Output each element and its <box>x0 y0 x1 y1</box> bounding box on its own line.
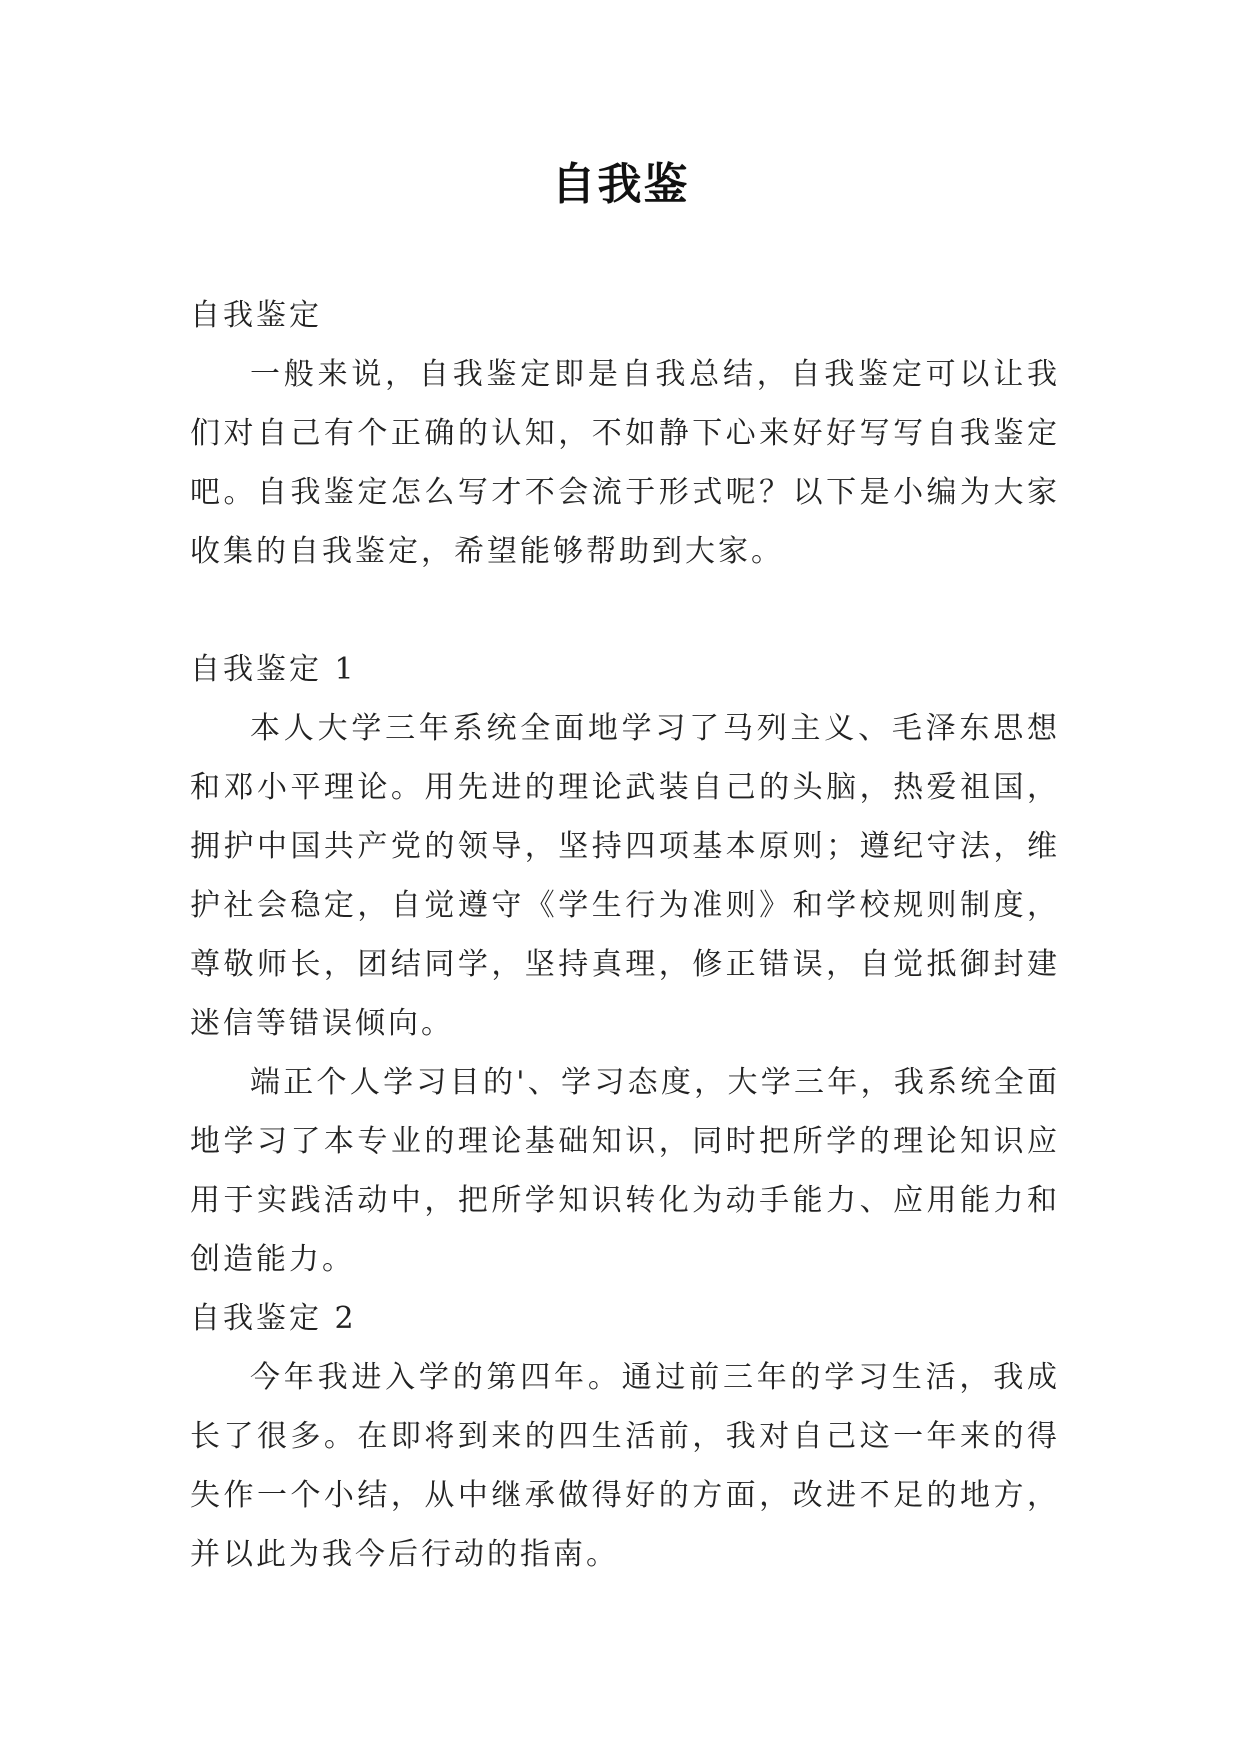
section1-heading: 自我鉴定 1 <box>190 652 357 687</box>
section2-paragraph-1: 今年我进入学的第四年。通过前三年的学习生活，我成长了很多。在即将到来的四生活前，我对自己这一年来的得失作一个小结，从中继承做得好的方面，改进不足的地方，并以此为我今后行动的指南。 <box>190 1360 1060 1572</box>
intro-paragraph: 一般来说，自我鉴定即是自我总结，自我鉴定可以让我们对自己有个正确的认知，不如静下心来好好写写自我鉴定吧。自我鉴定怎么写才不会流于形式呢？以下是小编为大家收集的自我鉴定，希望能够帮助到大家。 <box>190 357 1060 569</box>
intro-heading: 自我鉴定 <box>190 298 322 333</box>
section1-paragraph-1: 本人大学三年系统全面地学习了马列主义、毛泽东思想和邓小平理论。用先进的理论武装自己的头脑，热爱祖国，拥护中国共产党的领导，坚持四项基本原则；遵纪守法，维护社会稳定，自觉遵守《学生行为准则》和学校规则制度，尊敬师长，团结同学，坚持真理，修正错误，自觉抵御封建迷信等错误倾向。 <box>190 711 1060 1041</box>
section1-paragraph-2: 端正个人学习目的'、学习态度，大学三年，我系统全面地学习了本专业的理论基础知识，同时把所学的理论知识应用于实践活动中，把所学知识转化为动手能力、应用能力和创造能力。 <box>190 1065 1060 1277</box>
section-gap <box>190 581 1060 640</box>
document-title: 自我鉴 <box>551 159 690 210</box>
section2-heading: 自我鉴定 2 <box>190 1301 357 1336</box>
document-body <box>190 286 1060 1584</box>
